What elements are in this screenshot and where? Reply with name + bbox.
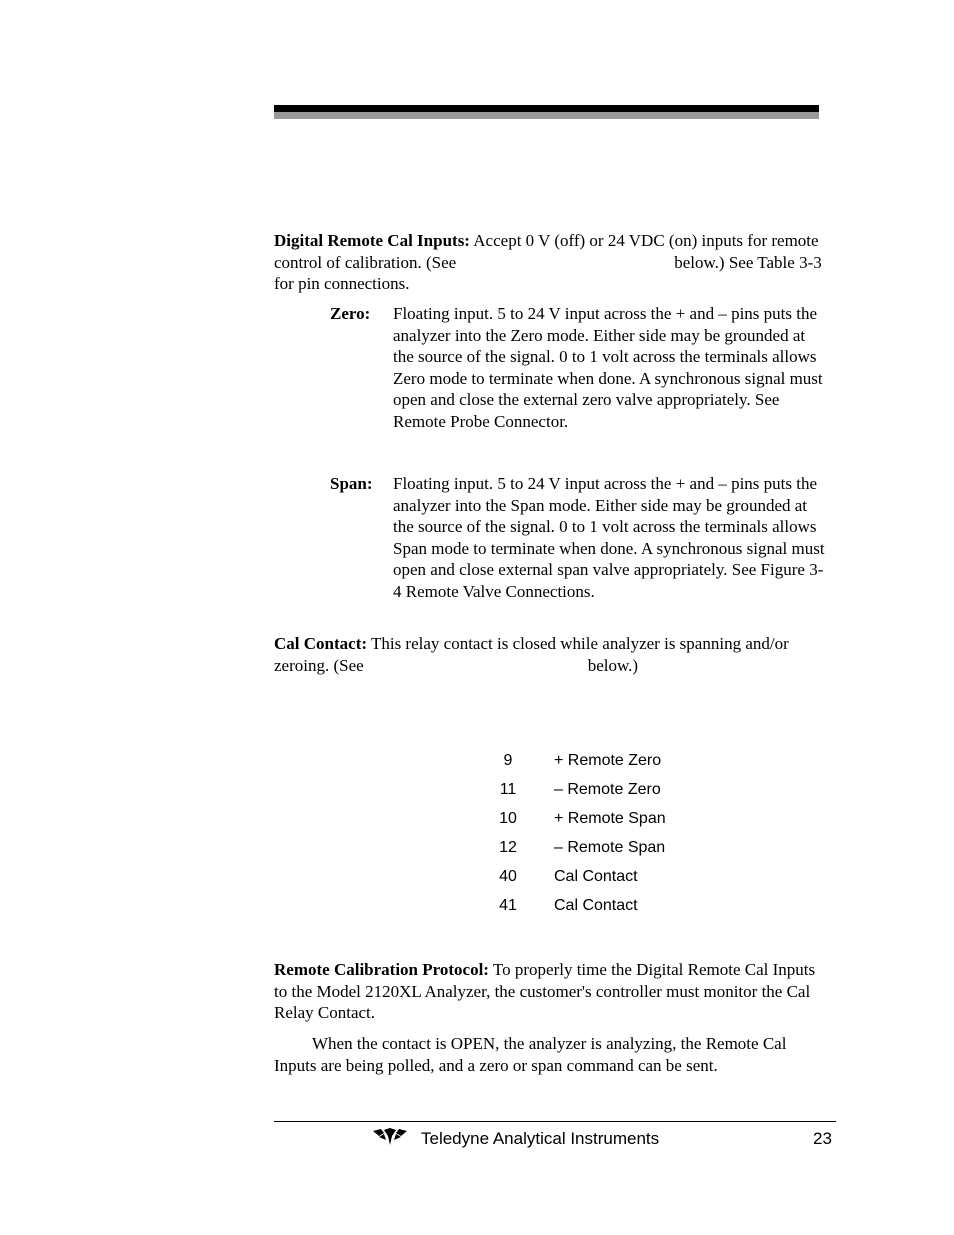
pin-number: 10 — [499, 810, 517, 827]
footer-rule — [274, 1121, 836, 1122]
cal-contact-paragraph — [274, 633, 824, 676]
protocol-label: Remote Calibration Protocol: — [274, 960, 489, 979]
pin-number: 9 — [503, 752, 513, 769]
footer-company: Teledyne Analytical Instruments — [421, 1129, 660, 1148]
header-rule-black — [274, 105, 819, 112]
teledyne-logo-icon — [373, 1128, 407, 1146]
page-number: 23 — [813, 1129, 832, 1148]
digital-remote-text2: below.) See Table 3-3 for pin connections. — [274, 252, 822, 293]
pin-signal: – Remote Zero — [554, 781, 661, 798]
protocol-paragraph-2: When the contact is OPEN, the analyzer is analyzing, the Remote Cal Inputs are being polled, and a zero or span command can be sent. — [274, 1034, 787, 1075]
pin-signal: – Remote Span — [554, 839, 666, 856]
span-term: Span: — [330, 474, 373, 493]
header-rule-gray — [274, 112, 819, 119]
pin-signal: + Remote Zero — [554, 752, 662, 769]
cal-contact-text2: below.) — [587, 655, 639, 675]
digital-remote-paragraph — [274, 230, 824, 295]
zero-body: Floating input. 5 to 24 V input across the + and – pins puts the analyzer into the Zero mode. Either side may be grounded at the source of the signal. 0 to 1 volt across the terminals allows Zero mode to terminate when done. A synchronous signal must open and close the external zero valve appropriately. See Remote Probe Connector. — [393, 304, 823, 431]
digital-remote-text1: Accept 0 V (off) or 24 VDC (on) inputs for remote control of calibration. (See — [274, 231, 819, 272]
protocol-paragraph — [274, 959, 824, 1024]
pin-number: 12 — [499, 839, 517, 856]
pin-number: 41 — [499, 897, 517, 914]
span-body: Floating input. 5 to 24 V input across the + and – pins puts the analyzer into the Span mode. Either side may be grounded at the source of the signal. 0 to 1 volt across the terminals allows Span mode to terminate when done. A synchronous signal must open and close external span valve appropriately. See Figure 3-4 Remote Valve Connections. — [393, 474, 825, 601]
pin-signal: Cal Contact — [554, 868, 638, 885]
pin-number: 40 — [499, 868, 517, 885]
pin-signal: + Remote Span — [554, 810, 666, 827]
protocol-text: To properly time the Digital Remote Cal Inputs to the Model 2120XL Analyzer, the customer's controller must monitor the Cal Relay Contact. — [274, 960, 816, 1022]
cal-contact-text1: This relay contact is closed while analyzer is spanning and/or zeroing. (See — [274, 634, 789, 675]
pin-number: 11 — [499, 781, 517, 798]
digital-remote-label: Digital Remote Cal Inputs: — [274, 231, 470, 250]
cal-contact-label: Cal Contact: — [274, 634, 368, 653]
zero-term: Zero: — [330, 304, 371, 323]
pin-signal: Cal Contact — [554, 897, 638, 914]
